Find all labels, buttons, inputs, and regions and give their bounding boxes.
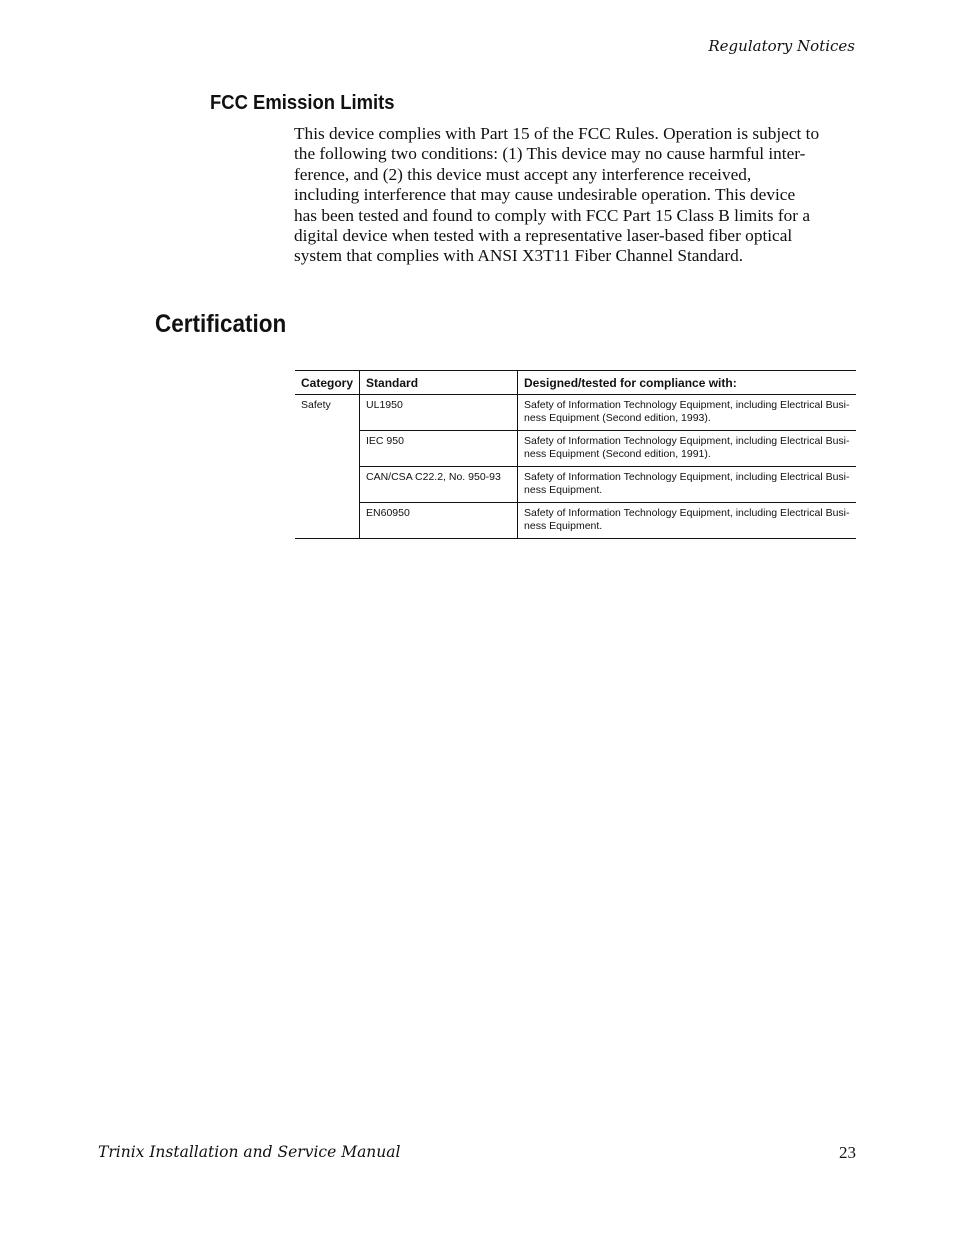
compliance-cell: [518, 467, 856, 503]
fcc-line: ference, and (2) this device must accept any interference received,: [294, 164, 752, 184]
fcc-line: including interference that may cause undesirable operation. This device: [294, 185, 796, 205]
table-row: [295, 467, 856, 503]
fcc-heading: FCC Emission Limits: [210, 91, 395, 114]
footer-page-number: 23: [839, 1143, 856, 1162]
fcc-line: the following two conditions: (1) This device may no cause harmful inter-: [294, 144, 806, 164]
fcc-line: has been tested and found to comply with FCC Part 15 Class B limits for a: [294, 205, 810, 225]
compliance-line: Safety of Information Technology Equipment, including Electrical Busi-: [524, 507, 850, 519]
header-standard: Standard: [360, 371, 518, 395]
standard-cell: IEC 950: [360, 431, 518, 467]
compliance-line: Safety of Information Technology Equipment, including Electrical Busi-: [524, 435, 850, 447]
compliance-cell: [518, 503, 856, 539]
compliance-line: ness Equipment (Second edition, 1993).: [524, 412, 711, 424]
standard-cell: CAN/CSA C22.2, No. 950-93: [360, 467, 518, 503]
table-header-row: [295, 371, 856, 395]
compliance-line: Safety of Information Technology Equipment, including Electrical Busi-: [524, 471, 850, 483]
table-row: [295, 395, 856, 431]
compliance-line: ness Equipment.: [524, 520, 603, 532]
footer-manual-title: Trinix Installation and Service Manual: [98, 1143, 401, 1161]
fcc-line: This device complies with Part 15 of the FCC Rules. Operation is subject to: [294, 124, 820, 143]
standard-cell: UL1950: [360, 395, 518, 431]
header-category: Category: [295, 371, 360, 395]
compliance-line: Safety of Information Technology Equipment, including Electrical Busi-: [524, 399, 850, 411]
table-row: [295, 431, 856, 467]
compliance-line: ness Equipment (Second edition, 1991).: [524, 448, 711, 460]
table-row: [295, 503, 856, 539]
category-cell: Safety: [295, 395, 360, 539]
compliance-cell: [518, 431, 856, 467]
fcc-line: system that complies with ANSI X3T11 Fiber Channel Standard.: [294, 246, 744, 266]
fcc-line: digital device when tested with a representative laser-based fiber optical: [294, 226, 793, 246]
running-head: Regulatory Notices: [708, 37, 855, 55]
header-compliance: Designed/tested for compliance with:: [518, 371, 856, 395]
fcc-paragraph: [294, 124, 857, 267]
compliance-line: ness Equipment.: [524, 484, 603, 496]
standard-cell: EN60950: [360, 503, 518, 539]
certification-table: [295, 370, 856, 539]
certification-heading: Certification: [155, 310, 287, 338]
compliance-cell: [518, 395, 856, 431]
